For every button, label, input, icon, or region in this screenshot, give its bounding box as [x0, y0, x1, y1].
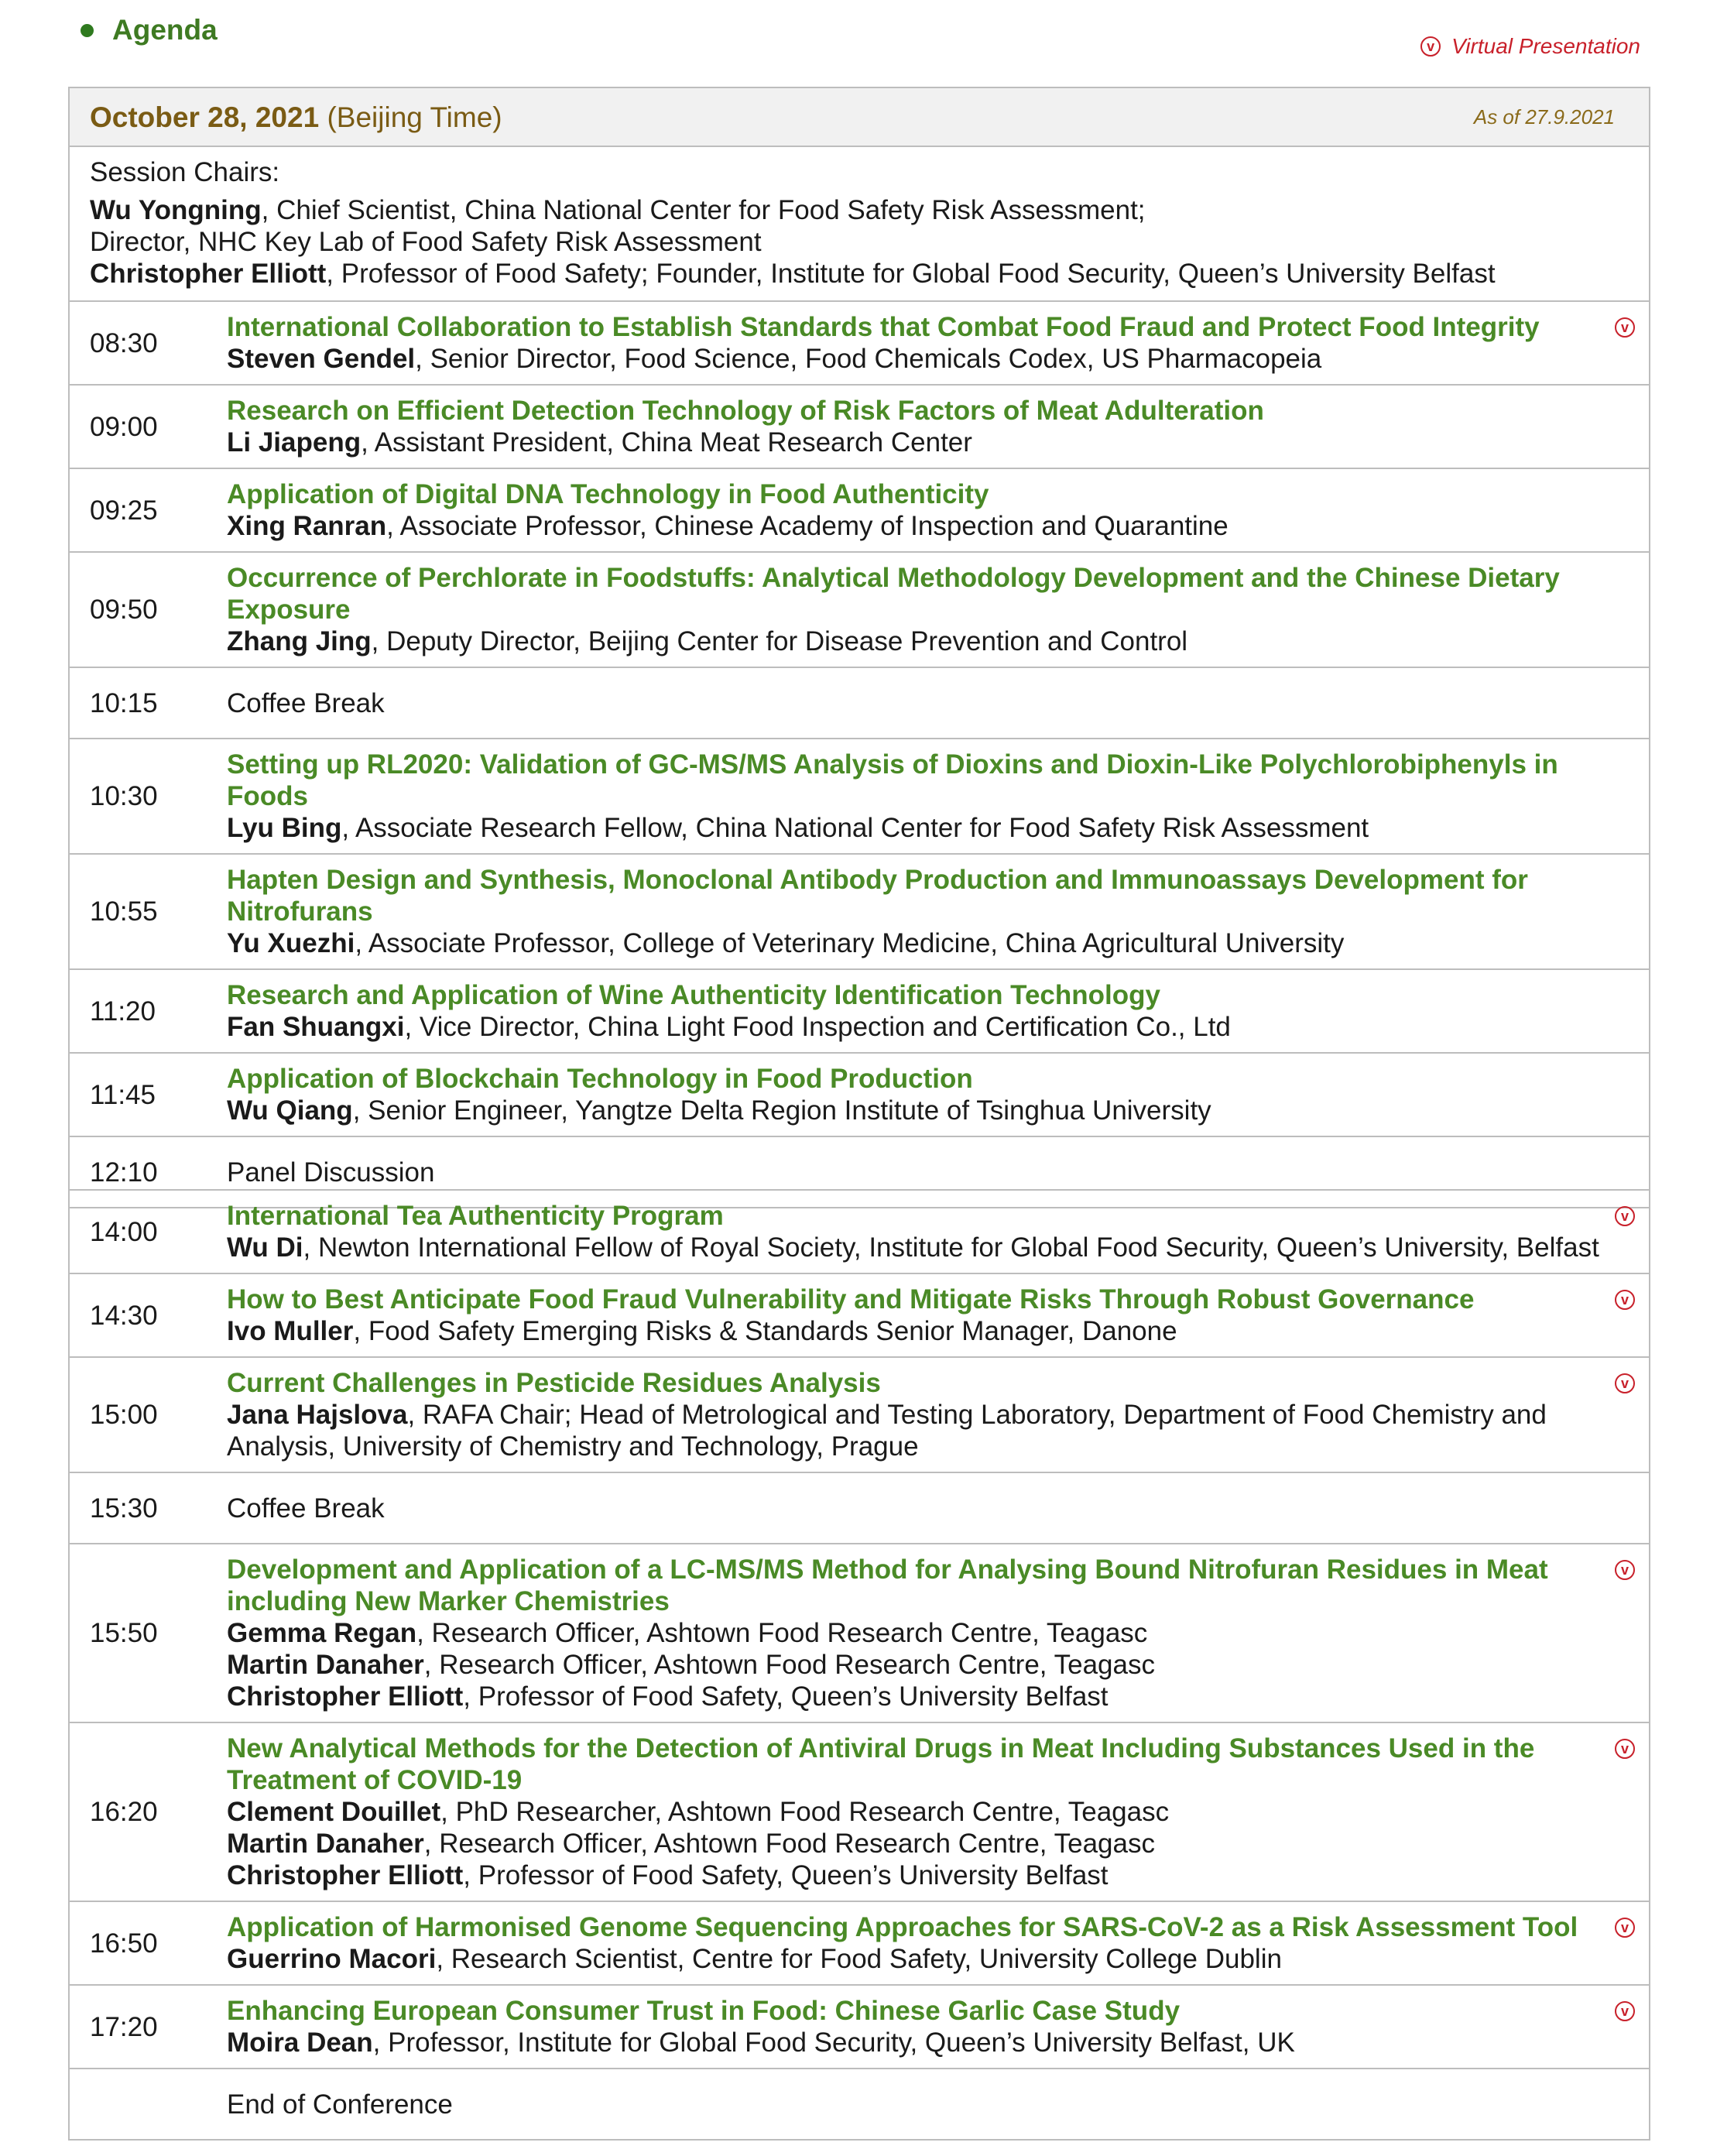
- agenda-row: [69, 1357, 1650, 1472]
- session-time: 12:10: [69, 1136, 187, 1208]
- speaker-name: Clement Douillet: [227, 1797, 441, 1827]
- session-time: 17:20: [69, 1985, 187, 2069]
- agenda-row: [69, 552, 1650, 667]
- speaker-affiliation: , Associate Research Fellow, China National Center for Food Safety Risk Assessment: [341, 813, 1369, 843]
- speaker-name: Wu Qiang: [227, 1095, 353, 1126]
- session-time: 16:20: [69, 1722, 187, 1901]
- talk-cell: [187, 552, 1650, 667]
- talk-title: Current Challenges in Pesticide Residues Analysis: [227, 1368, 881, 1398]
- chair-role: , Professor of Food Safety; Founder, Institute for Global Food Security, Queen’s University Belfast: [326, 259, 1496, 289]
- chair-line: [90, 194, 1629, 226]
- speaker-line: [227, 927, 1629, 959]
- speaker-affiliation: , Research Scientist, Centre for Food Safety, University College Dublin: [436, 1944, 1282, 1974]
- agenda-row: [69, 1053, 1650, 1136]
- speaker-line: [227, 1649, 1629, 1681]
- speaker-name: Li Jiapeng: [227, 427, 362, 458]
- chair-name: Wu Yongning: [90, 195, 262, 225]
- speaker-name: Christopher Elliott: [227, 1860, 464, 1890]
- virtual-presentation-icon: v: [1615, 1373, 1635, 1393]
- agenda-heading: [81, 14, 218, 46]
- date-value: October 28, 2021: [90, 101, 320, 133]
- break-label: Coffee Break: [187, 667, 1650, 739]
- session-time: [69, 2069, 187, 2140]
- talk-cell: [187, 1190, 1650, 1273]
- agenda-row: [69, 969, 1650, 1053]
- as-of-label: As of 27.9.2021: [1473, 105, 1615, 129]
- virtual-legend: [1420, 34, 1640, 59]
- agenda-row: [69, 854, 1650, 969]
- session-time: 10:30: [69, 739, 187, 854]
- speaker-line: [227, 1399, 1629, 1462]
- speaker-affiliation: , PhD Researcher, Ashtown Food Research Centre, Teagasc: [440, 1797, 1170, 1827]
- talk-title: Research and Application of Wine Authenticity Identification Technology: [227, 980, 1160, 1010]
- bullet-icon: [81, 24, 94, 37]
- speaker-line: [227, 1681, 1629, 1712]
- talk-cell: [187, 1722, 1650, 1901]
- break-label: Coffee Break: [187, 1472, 1650, 1544]
- speaker-affiliation: , Deputy Director, Beijing Center for Disease Prevention and Control: [371, 626, 1188, 656]
- virtual-presentation-icon: v: [1615, 1560, 1635, 1580]
- speaker-name: Gemma Regan: [227, 1618, 417, 1648]
- talk-title: Development and Application of a LC-MS/MS Method for Analysing Bound Nitrofuran Residues in Meat including New Marker Chemistries: [227, 1554, 1548, 1616]
- virtual-presentation-icon: v: [1615, 1206, 1635, 1226]
- speaker-line: [227, 626, 1629, 657]
- talk-title: International Tea Authenticity Program: [227, 1201, 724, 1231]
- speaker-name: Steven Gendel: [227, 344, 416, 374]
- talk-title: International Collaboration to Establish Standards that Combat Food Fraud and Protect Food Integrity: [227, 312, 1540, 342]
- talk-cell: [187, 1273, 1650, 1357]
- speaker-name: Wu Di: [227, 1232, 303, 1263]
- speaker-affiliation: , Senior Director, Food Science, Food Chemicals Codex, US Pharmacopeia: [415, 344, 1322, 374]
- talk-cell: [187, 854, 1650, 969]
- speaker-name: Jana Hajslova: [227, 1400, 408, 1430]
- speaker-name: Yu Xuezhi: [227, 928, 355, 958]
- speaker-line: [227, 2027, 1629, 2058]
- speaker-line: [227, 1095, 1629, 1126]
- talk-cell: [187, 385, 1650, 468]
- virtual-presentation-icon: v: [1615, 317, 1635, 338]
- session-time: 14:00: [69, 1190, 187, 1273]
- speaker-line: [227, 1828, 1629, 1860]
- session-time: 08:30: [69, 301, 187, 385]
- speaker-line: [227, 1860, 1629, 1891]
- talk-title: Enhancing European Consumer Trust in Food: Chinese Garlic Case Study: [227, 1996, 1181, 2026]
- timezone-label: (Beijing Time): [327, 101, 502, 133]
- agenda-break-row: [69, 1472, 1650, 1544]
- speaker-name: Fan Shuangxi: [227, 1012, 405, 1042]
- agenda-row: [69, 301, 1650, 385]
- speaker-name: Ivo Muller: [227, 1316, 354, 1346]
- talk-cell: [187, 1544, 1650, 1722]
- talk-title: Application of Harmonised Genome Sequencing Approaches for SARS-CoV-2 as a Risk Assessment Tool: [227, 1912, 1578, 1942]
- agenda-row: [69, 1722, 1650, 1901]
- speaker-affiliation: , Food Safety Emerging Risks & Standards Senior Manager, Danone: [353, 1316, 1177, 1346]
- speaker-affiliation: , Professor of Food Safety, Queen’s University Belfast: [463, 1681, 1109, 1712]
- session-time: 10:15: [69, 667, 187, 739]
- speaker-affiliation: , RAFA Chair; Head of Metrological and Testing Laboratory, Department of Food Chemistry and Analysis, University of Chemistry and Technology, Prague: [227, 1400, 1547, 1462]
- session-time: 15:50: [69, 1544, 187, 1722]
- legend-label: Virtual Presentation: [1451, 34, 1640, 58]
- speaker-name: Zhang Jing: [227, 626, 372, 656]
- talk-cell: [187, 468, 1650, 552]
- talk-cell: [187, 1357, 1650, 1472]
- session-chairs-row: [69, 146, 1650, 301]
- chair-role: , Chief Scientist, China National Center for Food Safety Risk Assessment;: [261, 195, 1146, 225]
- talk-title: Setting up RL2020: Validation of GC-MS/MS Analysis of Dioxins and Dioxin-Like Polychlorobiphenyls in Foods: [227, 749, 1558, 811]
- morning-session-table: [68, 87, 1650, 1208]
- agenda-row: [69, 468, 1650, 552]
- speaker-name: Lyu Bing: [227, 813, 342, 843]
- speaker-line: [227, 510, 1629, 542]
- break-label: Panel Discussion: [187, 1136, 1650, 1208]
- break-label: End of Conference: [187, 2069, 1650, 2140]
- session-time: 14:30: [69, 1273, 187, 1357]
- speaker-affiliation: , Senior Engineer, Yangtze Delta Region Institute of Tsinghua University: [352, 1095, 1211, 1126]
- virtual-presentation-icon: v: [1615, 1918, 1635, 1938]
- agenda-row: [69, 1190, 1650, 1273]
- speaker-line: [227, 1796, 1629, 1828]
- talk-title: Occurrence of Perchlorate in Foodstuffs: Analytical Methodology Development and the Chinese Dietary Exposure: [227, 563, 1560, 625]
- session-time: 16:50: [69, 1901, 187, 1985]
- chair-line: [90, 258, 1629, 290]
- speaker-affiliation: , Professor of Food Safety, Queen’s University Belfast: [463, 1860, 1109, 1890]
- speaker-affiliation: , Research Officer, Ashtown Food Research Centre, Teagasc: [423, 1650, 1155, 1680]
- talk-title: Hapten Design and Synthesis, Monoclonal Antibody Production and Immunoassays Development for Nitrofurans: [227, 865, 1528, 927]
- afternoon-session-table: [68, 1189, 1650, 2141]
- virtual-presentation-icon: v: [1615, 2001, 1635, 2021]
- session-time: 10:55: [69, 854, 187, 969]
- speaker-name: Christopher Elliott: [227, 1681, 464, 1712]
- session-time: 11:45: [69, 1053, 187, 1136]
- speaker-line: [227, 1232, 1629, 1263]
- talk-title: Research on Efficient Detection Technology of Risk Factors of Meat Adulteration: [227, 396, 1264, 426]
- speaker-name: Moira Dean: [227, 2027, 373, 2058]
- speaker-affiliation: , Associate Professor, College of Veterinary Medicine, China Agricultural University: [355, 928, 1345, 958]
- date-label: [90, 101, 502, 133]
- talk-cell: [187, 1985, 1650, 2069]
- chair-role-continued: Director, NHC Key Lab of Food Safety Risk Assessment: [90, 227, 762, 257]
- talk-cell: [187, 739, 1650, 854]
- talk-title: Application of Blockchain Technology in Food Production: [227, 1064, 973, 1094]
- speaker-affiliation: , Professor, Institute for Global Food Security, Queen’s University Belfast, UK: [372, 2027, 1295, 2058]
- speaker-line: [227, 812, 1629, 844]
- agenda-row: [69, 1544, 1650, 1722]
- speaker-name: Martin Danaher: [227, 1650, 424, 1680]
- speaker-affiliation: , Research Officer, Ashtown Food Research Centre, Teagasc: [416, 1618, 1148, 1648]
- talk-cell: [187, 1053, 1650, 1136]
- talk-cell: [187, 1901, 1650, 1985]
- agenda-break-row: [69, 667, 1650, 739]
- speaker-line: [227, 1617, 1629, 1649]
- speaker-line: [227, 427, 1629, 458]
- session-time: 11:20: [69, 969, 187, 1053]
- talk-cell: [187, 301, 1650, 385]
- talk-title: New Analytical Methods for the Detection of Antiviral Drugs in Meat Including Substances Used in the Treatment of COVID-19: [227, 1733, 1535, 1795]
- speaker-name: Guerrino Macori: [227, 1944, 437, 1974]
- talk-title: How to Best Anticipate Food Fraud Vulnerability and Mitigate Risks Through Robust Governance: [227, 1284, 1475, 1315]
- speaker-line: [227, 1315, 1629, 1347]
- virtual-presentation-icon: v: [1420, 36, 1441, 57]
- speaker-name: Xing Ranran: [227, 511, 387, 541]
- agenda-row: [69, 1273, 1650, 1357]
- virtual-presentation-icon: v: [1615, 1290, 1635, 1310]
- date-row: [69, 87, 1650, 146]
- speaker-line: [227, 1943, 1629, 1975]
- speaker-affiliation: , Associate Professor, Chinese Academy of Inspection and Quarantine: [386, 511, 1229, 541]
- talk-cell: [187, 969, 1650, 1053]
- speaker-affiliation: , Newton International Fellow of Royal Society, Institute for Global Food Security, Queen’s University, Belfast: [303, 1232, 1599, 1263]
- agenda-row: [69, 385, 1650, 468]
- session-chairs-label: Session Chairs:: [90, 157, 280, 187]
- agenda-row: [69, 1985, 1650, 2069]
- agenda-row: [69, 739, 1650, 854]
- speaker-line: [227, 343, 1629, 375]
- speaker-affiliation: , Research Officer, Ashtown Food Research Centre, Teagasc: [423, 1829, 1155, 1859]
- page-title: Agenda: [112, 14, 218, 46]
- session-time: 15:00: [69, 1357, 187, 1472]
- speaker-line: [227, 1011, 1629, 1043]
- session-time: 09:25: [69, 468, 187, 552]
- session-time: 09:50: [69, 552, 187, 667]
- talk-title: Application of Digital DNA Technology in Food Authenticity: [227, 479, 989, 509]
- speaker-affiliation: , Vice Director, China Light Food Inspection and Certification Co., Ltd: [404, 1012, 1231, 1042]
- session-time: 09:00: [69, 385, 187, 468]
- virtual-presentation-icon: v: [1615, 1739, 1635, 1759]
- chair-name: Christopher Elliott: [90, 259, 327, 289]
- speaker-name: Martin Danaher: [227, 1829, 424, 1859]
- agenda-break-row: [69, 2069, 1650, 2140]
- agenda-row: [69, 1901, 1650, 1985]
- speaker-affiliation: , Assistant President, China Meat Research Center: [361, 427, 972, 458]
- session-time: 15:30: [69, 1472, 187, 1544]
